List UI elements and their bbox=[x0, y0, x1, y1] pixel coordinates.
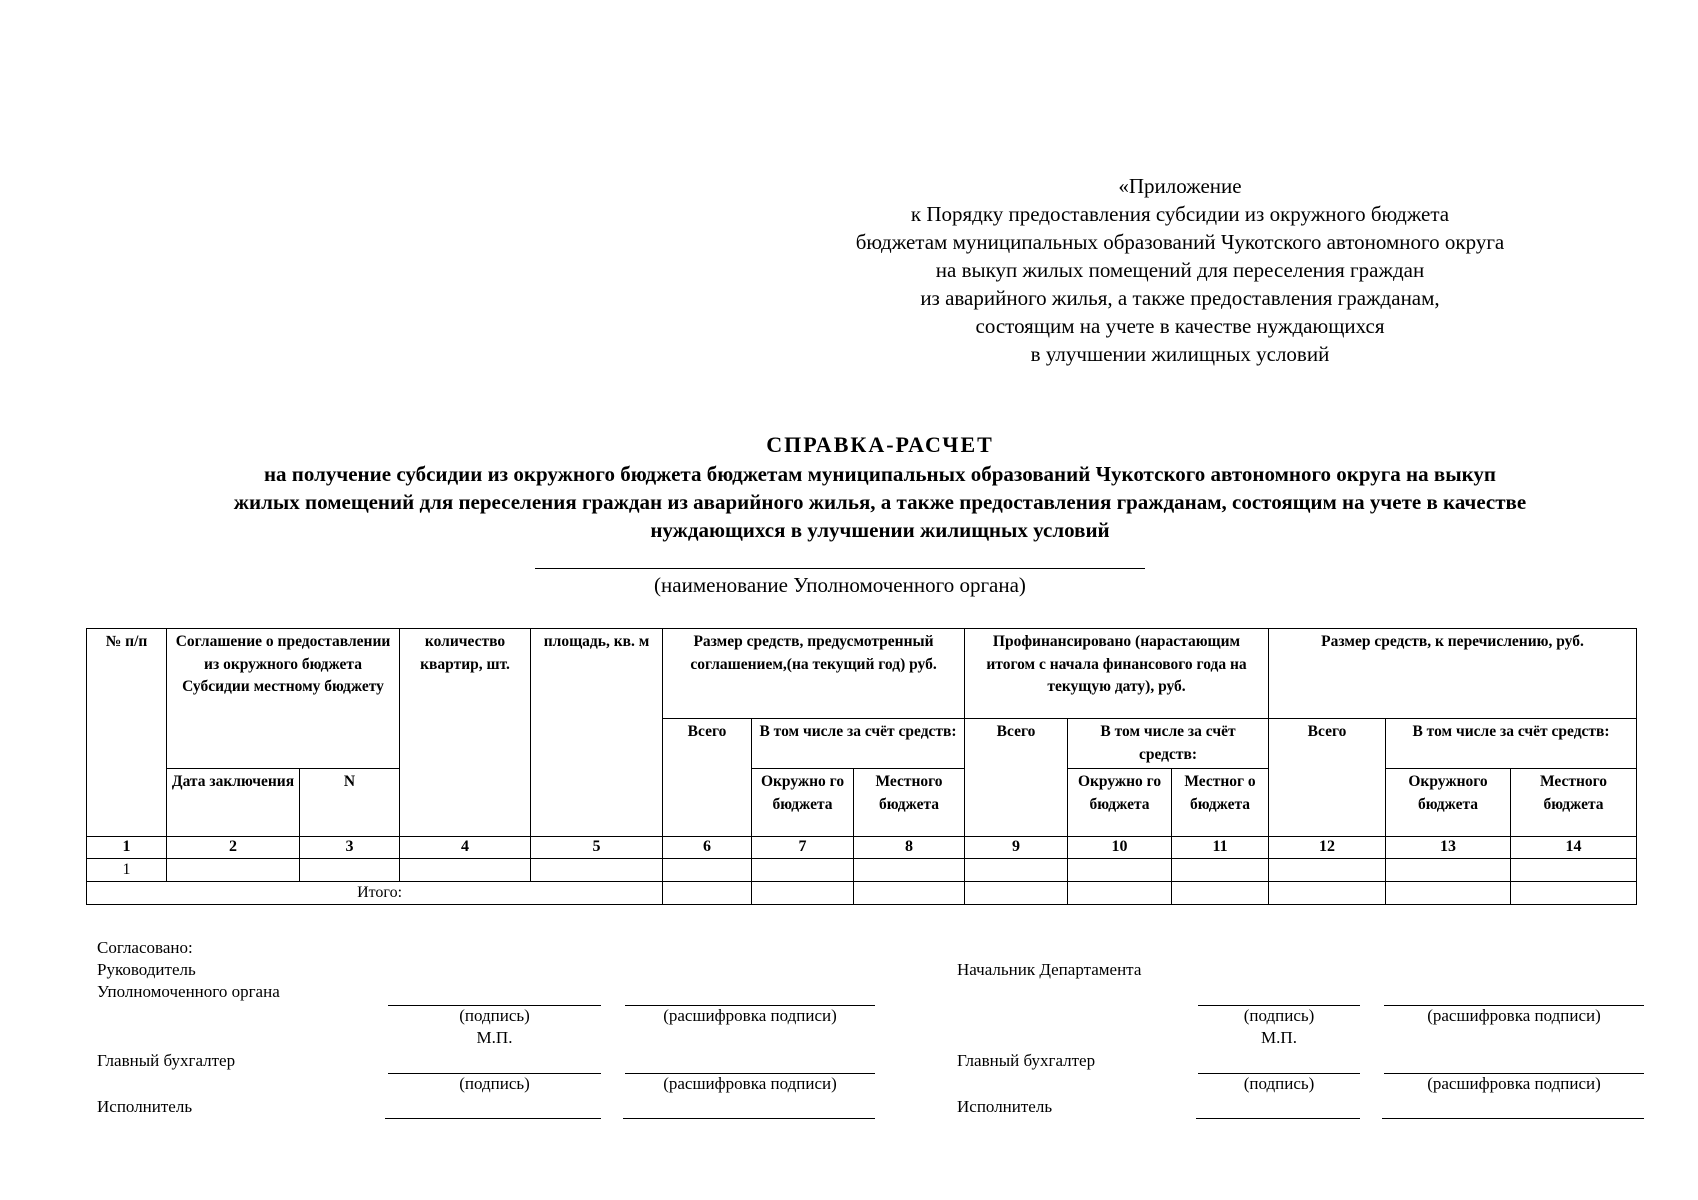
dept-head-label: Начальник Департамента bbox=[957, 960, 1142, 979]
table-cell bbox=[752, 882, 854, 905]
signature-caption: (подпись) bbox=[1243, 1074, 1315, 1093]
col-number: 12 bbox=[1269, 837, 1386, 859]
table-cell bbox=[1172, 882, 1269, 905]
table-cell bbox=[400, 859, 531, 882]
calculation-table bbox=[86, 628, 1637, 905]
subtitle-line: на получение субсидии из окружного бюджета бюджетам муниципальных образований Чукотского автономного округа на выкуп bbox=[263, 462, 1497, 486]
col-number: 10 bbox=[1068, 837, 1172, 859]
column-number-row bbox=[87, 837, 1637, 859]
col-number: 2 bbox=[167, 837, 300, 859]
document-subtitle bbox=[60, 460, 1698, 544]
signature-decode-caption: (расшифровка подписи) bbox=[663, 1074, 837, 1093]
header-total-financed: Всего bbox=[965, 719, 1068, 837]
table-cell bbox=[1269, 859, 1386, 882]
org-name-caption: (наименование Уполномоченного органа) bbox=[654, 573, 1026, 597]
header-planned-funds: Размер средств, предусмотренный соглашением,(на текущий год) руб. bbox=[663, 629, 965, 719]
executor-label: Исполнитель bbox=[957, 1097, 1053, 1116]
header-area: площадь, кв. м bbox=[531, 629, 663, 837]
subtitle-line: жилых помещений для переселения граждан из аварийного жилья, а также предоставления гражданам, состоящим на учете в качестве bbox=[233, 490, 1527, 514]
total-label: Итого: bbox=[87, 882, 663, 905]
header-mest-financed: Местног о бюджета bbox=[1172, 769, 1269, 837]
col-number: 4 bbox=[400, 837, 531, 859]
row-number: 1 bbox=[87, 859, 167, 882]
col-number: 14 bbox=[1511, 837, 1637, 859]
stamp-place: М.П. bbox=[476, 1028, 513, 1047]
table-cell bbox=[854, 859, 965, 882]
table-cell bbox=[1511, 859, 1637, 882]
table-cell bbox=[1068, 859, 1172, 882]
col-number: 9 bbox=[965, 837, 1068, 859]
table-cell bbox=[965, 882, 1068, 905]
header-total-transfer: Всего bbox=[1269, 719, 1386, 837]
header-incl-financed: В том числе за счёт средств: bbox=[1068, 719, 1269, 769]
header-mest-planned: Местного бюджета bbox=[854, 769, 965, 837]
signature-caption: (подпись) bbox=[1243, 1006, 1315, 1025]
signature-line bbox=[385, 1118, 601, 1119]
col-number: 5 bbox=[531, 837, 663, 859]
header-financed: Профинансировано (нарастающим итогом с начала финансового года на текущую дату), руб. bbox=[965, 629, 1269, 719]
header-mest-transfer: Местного бюджета bbox=[1511, 769, 1637, 837]
signature-decode-caption: (расшифровка подписи) bbox=[663, 1006, 837, 1025]
table-cell bbox=[854, 882, 965, 905]
header-incl-transfer: В том числе за счёт средств: bbox=[1386, 719, 1637, 769]
appendix-line: к Порядку предоставления субсидии из окружного бюджета bbox=[910, 202, 1450, 226]
appendix-line: состоящим на учете в качестве нуждающихся bbox=[975, 314, 1385, 338]
total-row bbox=[87, 882, 1637, 905]
signature-line bbox=[1382, 1118, 1644, 1119]
org-label: Уполномоченного органа bbox=[97, 982, 280, 1001]
header-n: N bbox=[300, 769, 400, 837]
col-number: 11 bbox=[1172, 837, 1269, 859]
header-okr-planned: Окружно го бюджета bbox=[752, 769, 854, 837]
col-number: 1 bbox=[87, 837, 167, 859]
table-cell bbox=[1386, 882, 1511, 905]
col-number: 6 bbox=[663, 837, 752, 859]
appendix-line: бюджетам муниципальных образований Чукотского автономного округа bbox=[855, 230, 1505, 254]
table-cell bbox=[752, 859, 854, 882]
agreed-label: Согласовано: bbox=[97, 938, 193, 957]
table-cell bbox=[1511, 882, 1637, 905]
col-number: 8 bbox=[854, 837, 965, 859]
signature-decode-caption: (расшифровка подписи) bbox=[1427, 1006, 1601, 1025]
table-cell bbox=[1386, 859, 1511, 882]
executor-label: Исполнитель bbox=[97, 1097, 193, 1116]
header-agreement: Соглашение о предоставлении из окружного бюджета Субсидии местному бюджету bbox=[167, 629, 400, 769]
appendix-line: из аварийного жилья, а также предоставления гражданам, bbox=[920, 286, 1440, 310]
signature-caption: (подпись) bbox=[459, 1006, 530, 1025]
appendix-line: «Приложение bbox=[1118, 174, 1242, 198]
appendix-line: в улучшении жилищных условий bbox=[1030, 342, 1330, 366]
table-cell bbox=[965, 859, 1068, 882]
header-to-transfer: Размер средств, к перечислению, руб. bbox=[1269, 629, 1637, 719]
appendix-line: на выкуп жилых помещений для переселения граждан bbox=[935, 258, 1425, 282]
table-cell bbox=[1269, 882, 1386, 905]
subtitle-line: нуждающихся в улучшении жилищных условий bbox=[650, 518, 1110, 542]
table-cell bbox=[167, 859, 300, 882]
appendix-header bbox=[800, 172, 1560, 368]
table-row bbox=[87, 859, 1637, 882]
col-number: 7 bbox=[752, 837, 854, 859]
header-okr-financed: Окружно го бюджета bbox=[1068, 769, 1172, 837]
header-total-planned: Всего bbox=[663, 719, 752, 837]
stamp-place: М.П. bbox=[1261, 1028, 1297, 1047]
header-apartment-count: количество квартир, шт. bbox=[400, 629, 531, 837]
header-date: Дата заключения bbox=[167, 769, 300, 837]
header-okr-transfer: Окружного бюджета bbox=[1386, 769, 1511, 837]
table-cell bbox=[1172, 859, 1269, 882]
chief-accountant-label: Главный бухгалтер bbox=[957, 1051, 1096, 1070]
signature-decode-caption: (расшифровка подписи) bbox=[1427, 1074, 1601, 1093]
head-label: Руководитель bbox=[97, 960, 196, 979]
table-cell bbox=[531, 859, 663, 882]
document-title: СПРАВКА-РАСЧЕТ bbox=[766, 432, 994, 457]
chief-accountant-label: Главный бухгалтер bbox=[97, 1051, 236, 1070]
table-cell bbox=[300, 859, 400, 882]
table-cell bbox=[663, 882, 752, 905]
header-incl-planned: В том числе за счёт средств: bbox=[752, 719, 965, 769]
signature-line bbox=[1196, 1118, 1360, 1119]
org-name-line bbox=[535, 568, 1145, 569]
signature-line bbox=[623, 1118, 875, 1119]
table-cell bbox=[663, 859, 752, 882]
header-num: № п/п bbox=[87, 629, 167, 837]
table-cell bbox=[1068, 882, 1172, 905]
signature-caption: (подпись) bbox=[459, 1074, 530, 1093]
col-number: 3 bbox=[300, 837, 400, 859]
col-number: 13 bbox=[1386, 837, 1511, 859]
